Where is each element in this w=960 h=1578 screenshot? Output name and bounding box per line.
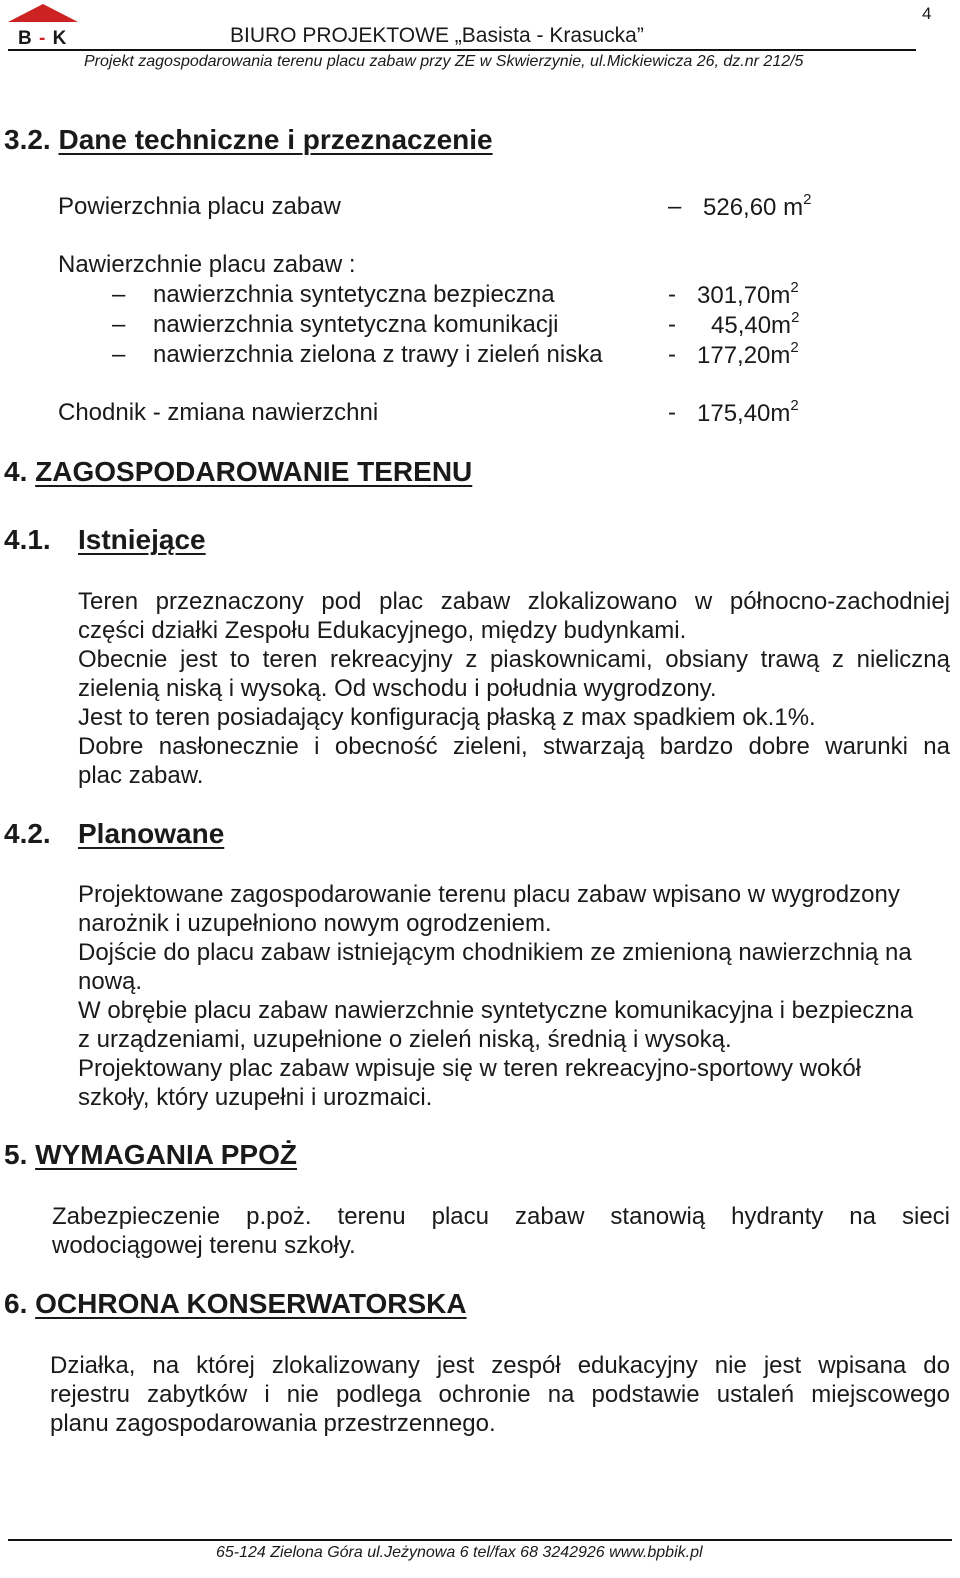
paragraph-line: Jest to teren posiadający konfiguracją płaską z max spadkiem ok.1%. [78, 704, 816, 731]
paragraph-line: rejestru zabytków i nie podlega ochronie na podstawie ustaleń miejscowego [50, 1381, 950, 1408]
paragraph-line: wodociągowej terenu szkoły. [52, 1232, 356, 1259]
surfaces-label: Nawierzchnie placu zabaw : [58, 251, 356, 278]
logo-letters [18, 28, 67, 50]
paragraph-line: Dobre nasłonecznie i obecność zieleni, stwarzają bardzo dobre warunki na [78, 733, 950, 760]
area-dash: – [668, 193, 682, 220]
paragraph-line: z urządzeniami, uzupełnione o zieleń niską, średnią i wysoką. [78, 1026, 732, 1053]
section-title: Planowane [78, 818, 225, 849]
walkway-label: Chodnik - zmiana nawierzchni [58, 399, 379, 426]
section-title: Istniejące [78, 524, 206, 555]
fire-safety-paragraph [52, 1202, 950, 1260]
paragraph-line: Dojście do placu zabaw istniejącym chodnikiem ze zmienioną nawierzchnią na [78, 939, 912, 966]
roof-logo-icon [8, 4, 78, 26]
surface-bullet: – [112, 311, 126, 338]
section-title: OCHRONA KONSERWATORSKA [35, 1288, 467, 1319]
section-6-heading [4, 1288, 467, 1320]
surface-value [697, 341, 799, 370]
conservation-paragraph [50, 1351, 950, 1438]
section-title: WYMAGANIA PPOŻ [35, 1139, 297, 1170]
surface-value-number: 177,20m [697, 342, 791, 369]
surface-unit-sup: 2 [791, 309, 800, 326]
planned-paragraph [78, 880, 950, 1112]
paragraph-line: części działki Zespołu Edukacyjnego, między budynkami. [78, 617, 687, 644]
logo-letter-b: B [18, 28, 33, 49]
surface-value [697, 281, 799, 310]
logo-dash: - [39, 28, 47, 49]
section-number: 5. [4, 1139, 28, 1170]
surface-value-number: 45,40m [711, 312, 792, 339]
page-number: 4 [922, 4, 932, 23]
surface-value [711, 311, 799, 340]
section-title: Dane techniczne i przeznaczenie [58, 124, 493, 155]
surface-label: nawierzchnia syntetyczna bezpieczna [153, 281, 555, 308]
surface-dash: - [668, 311, 676, 338]
section-5-heading [4, 1139, 297, 1171]
walkway-dash: - [668, 399, 676, 426]
existing-paragraph [78, 587, 950, 790]
footer-contact: 65-124 Zielona Góra ul.Jeżynowa 6 tel/fax 68 3242926 www.bpbik.pl [216, 1544, 703, 1561]
section-number: 6. [4, 1288, 28, 1319]
section-3-2-heading [4, 124, 493, 156]
company-logo [6, 4, 76, 48]
paragraph-line: plac zabaw. [78, 762, 204, 789]
surface-dash: - [668, 281, 676, 308]
logo-letter-k: K [52, 28, 68, 49]
section-number: 3.2. [4, 124, 51, 155]
surface-bullet: – [112, 341, 126, 368]
surface-label: nawierzchnia syntetyczna komunikacji [153, 311, 559, 338]
paragraph-line: narożnik i uzupełniono nowym ogrodzeniem. [78, 910, 552, 937]
surface-unit-sup: 2 [790, 279, 799, 296]
paragraph-line: planu zagospodarowania przestrzennego. [50, 1410, 496, 1437]
walkway-value [697, 399, 799, 428]
paragraph-line: Działka, na której zlokalizowany jest zespół edukacyjny nie jest wpisana do [50, 1352, 950, 1379]
paragraph-line: Zabezpieczenie p.poż. terenu placu zabaw stanowią hydranty na sieci [52, 1203, 950, 1230]
paragraph-line: W obrębie placu zabaw nawierzchnie syntetyczne komunikacyjna i bezpieczna [78, 997, 914, 1024]
section-4-heading [4, 456, 472, 488]
paragraph-line: Projektowane zagospodarowanie terenu placu zabaw wpisano w wygrodzony [78, 881, 900, 908]
section-4-2-title [78, 818, 224, 850]
header-divider [8, 49, 916, 51]
surface-value-number: 301,70m [697, 282, 791, 309]
surface-unit-sup: 2 [790, 339, 799, 356]
area-unit-sup: 2 [803, 191, 812, 208]
surface-bullet: – [112, 281, 126, 308]
paragraph-line: szkoły, który uzupełni i urozmaici. [78, 1084, 433, 1111]
area-value [703, 193, 811, 222]
paragraph-line: Projektowany plac zabaw wpisuje się w teren rekreacyjno-sportowy wokół [78, 1055, 862, 1082]
paragraph-line: nową. [78, 968, 143, 995]
paragraph-line: Teren przeznaczony pod plac zabaw zlokalizowano w północno-zachodniej [78, 588, 950, 615]
footer-divider [8, 1539, 952, 1541]
section-4-1-number: 4.1. [4, 524, 51, 555]
section-4-1-title [78, 524, 206, 556]
paragraph-line: Obecnie jest to teren rekreacyjny z piaskownicami, obsiany trawą z nieliczną [78, 646, 950, 673]
section-title: ZAGOSPODAROWANIE TERENU [35, 456, 473, 487]
area-value-number: 526,60 m [703, 194, 804, 221]
area-label: Powierzchnia placu zabaw [58, 193, 341, 220]
surface-label: nawierzchnia zielona z trawy i zieleń niska [153, 341, 603, 368]
header-subtitle: Projekt zagospodarowania terenu placu zabaw przy ZE w Skwierzynie, ul.Mickiewicza 26, dz.nr 212/5 [84, 53, 804, 70]
header-title: BIURO PROJEKTOWE „Basista - Krasucka” [230, 24, 644, 47]
section-4-2-number: 4.2. [4, 818, 51, 849]
section-number: 4. [4, 456, 28, 487]
walkway-value-number: 175,40m [697, 400, 791, 427]
walkway-unit-sup: 2 [790, 397, 799, 414]
surface-dash: - [668, 341, 676, 368]
paragraph-line: zielenią niską i wysoką. Od wschodu i południa wygrodzony. [78, 675, 717, 702]
